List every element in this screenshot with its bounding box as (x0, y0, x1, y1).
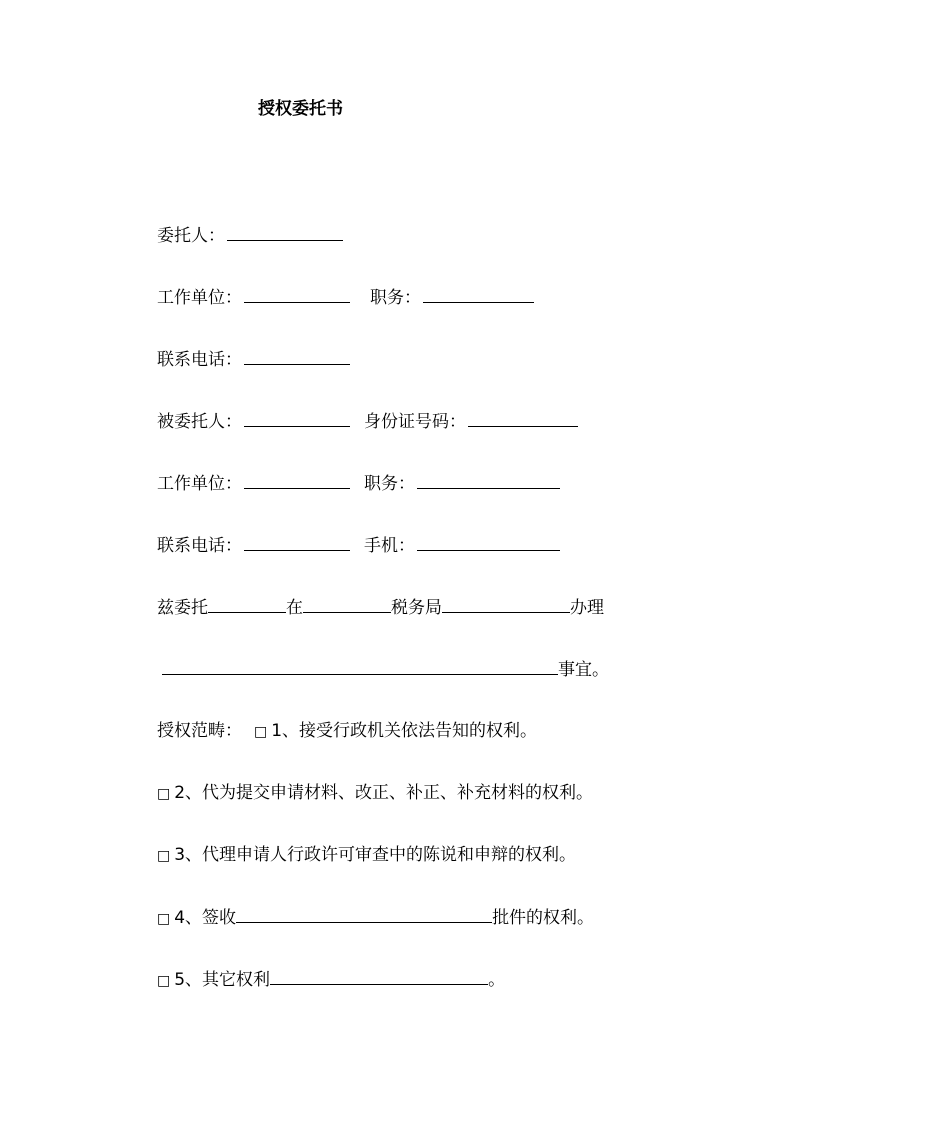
principal-label: 委托人： (157, 226, 225, 246)
agent-work-unit-blank[interactable] (244, 471, 350, 489)
entrust-agent-blank[interactable] (208, 595, 286, 613)
scope-item-3: 3、代理申请人行政许可审查中的陈说和申辩的权利。 (174, 845, 577, 865)
id-number-label: 身份证号码： (364, 412, 466, 432)
principal-position-label: 职务： (370, 288, 421, 308)
entrust-place-blank[interactable] (303, 595, 391, 613)
scope-label: 授权范畴： (157, 721, 242, 741)
principal-work-unit-label: 工作单位： (157, 288, 242, 308)
scope-item-2-line (157, 781, 593, 805)
scope-item-2: 2、代为提交申请材料、改正、补正、补充材料的权利。 (174, 783, 594, 803)
tax-bureau-label: 税务局 (391, 598, 442, 618)
scope-item-3-line (157, 843, 576, 867)
agent-position-blank[interactable] (417, 471, 560, 489)
entrust-line (157, 595, 604, 619)
sign-document-blank[interactable] (236, 905, 492, 923)
principal-work-line (157, 285, 536, 309)
matters-blank[interactable] (162, 657, 558, 675)
matters-label: 事宜。 (558, 660, 609, 680)
checkbox-icon[interactable]: □ (157, 911, 171, 927)
principal-phone-label: 联系电话： (157, 350, 242, 370)
principal-phone-line (157, 347, 352, 371)
handle-label: 办理 (570, 598, 604, 618)
agent-position-label: 职务： (364, 474, 415, 494)
tax-bureau-blank[interactable] (442, 595, 570, 613)
scope-item-1: 1、接受行政机关依法告知的权利。 (271, 721, 538, 741)
mobile-label: 手机： (364, 536, 415, 556)
scope-item-5-suffix: 。 (488, 970, 506, 990)
entrust-at: 在 (286, 598, 303, 618)
agent-label: 被委托人： (157, 412, 242, 432)
scope-item-4-line (157, 905, 594, 929)
agent-phone-line (157, 533, 562, 557)
scope-item-4-suffix: 批件的权利。 (492, 908, 595, 928)
agent-work-line (157, 471, 562, 495)
agent-work-unit-label: 工作单位： (157, 474, 242, 494)
scope-item-4: 4、签收 (174, 908, 237, 928)
checkbox-icon[interactable]: □ (157, 973, 171, 989)
matters-line (162, 657, 609, 681)
other-rights-blank[interactable] (270, 967, 488, 985)
principal-line (157, 223, 345, 247)
checkbox-icon[interactable]: □ (157, 786, 171, 802)
principal-phone-blank[interactable] (244, 347, 350, 365)
mobile-blank[interactable] (417, 533, 560, 551)
entrust-prefix: 兹委托 (157, 598, 208, 618)
checkbox-icon[interactable]: □ (254, 724, 268, 740)
agent-blank[interactable] (244, 409, 350, 427)
document-title: 授权委托书 (258, 99, 343, 119)
scope-line (157, 719, 537, 743)
principal-blank[interactable] (227, 223, 343, 241)
agent-phone-blank[interactable] (244, 533, 350, 551)
agent-phone-label: 联系电话： (157, 536, 242, 556)
id-number-blank[interactable] (468, 409, 578, 427)
principal-position-blank[interactable] (423, 285, 534, 303)
checkbox-icon[interactable]: □ (157, 848, 171, 864)
principal-work-unit-blank[interactable] (244, 285, 350, 303)
scope-item-5: 5、其它权利 (174, 970, 271, 990)
agent-line (157, 409, 580, 433)
scope-item-5-line (157, 967, 505, 991)
